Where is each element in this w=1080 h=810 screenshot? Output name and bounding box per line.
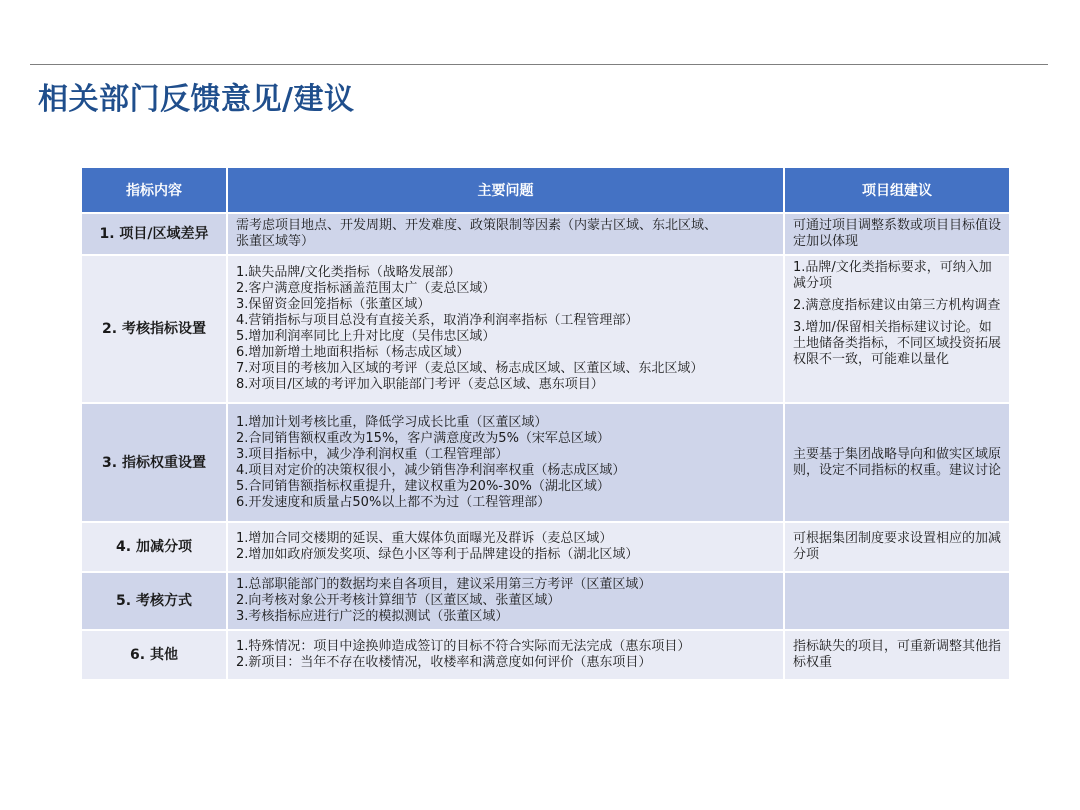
issue-line: 3.考核指标应进行广泛的模拟测试（张董区域） <box>236 609 509 624</box>
issues-cell <box>227 630 784 680</box>
issue-line: 2.新项目：当年不存在收楼情况，收楼率和满意度如何评价（惠东项目） <box>236 655 652 670</box>
issue-line: 8.对项目/区域的考评加入职能部门考评（麦总区域、惠东项目） <box>236 377 604 392</box>
issues-cell <box>227 522 784 572</box>
table-row <box>82 255 1010 403</box>
issue-line: 1.缺失品牌/文化类指标（战略发展部） <box>236 265 461 280</box>
issue-line: 6.开发速度和质量占50%以上都不为过（工程管理部） <box>236 494 551 510</box>
suggestion-text: 可根据集团制度要求设置相应的加减分项 <box>793 531 1002 562</box>
header-indicator: 指标内容 <box>82 168 227 213</box>
feedback-table <box>82 168 1011 681</box>
suggestion-text: 指标缺失的项目，可重新调整其他指标权重 <box>793 639 1002 670</box>
issue-line: 2.增加如政府颁发奖项、绿色小区等利于品牌建设的指标（湖北区域） <box>236 547 639 562</box>
issue-line: 3.保留资金回笼指标（张董区域） <box>236 297 431 312</box>
suggestion-cell <box>784 213 1010 255</box>
issue-line: 3.项目指标中，减少净利润权重（工程管理部） <box>236 446 509 462</box>
issues-cell <box>227 403 784 522</box>
suggestion-text: 可通过项目调整系数或项目目标值设定加以体现 <box>793 218 1002 249</box>
suggestion-cell <box>784 403 1010 522</box>
table-row <box>82 213 1010 255</box>
category-cell: 2. 考核指标设置 <box>82 255 227 403</box>
suggestion-cell <box>784 522 1010 572</box>
table-row <box>82 403 1010 522</box>
category-cell: 3. 指标权重设置 <box>82 403 227 522</box>
category-cell: 4. 加减分项 <box>82 522 227 572</box>
suggestion-text: 主要基于集团战略导向和做实区域原则，设定不同指标的权重。建议讨论 <box>793 446 1002 478</box>
issue-line: 5.增加利润率同比上升对比度（吴伟忠区域） <box>236 329 496 344</box>
suggestion-text: 1.品牌/文化类指标要求，可纳入加减分项 <box>793 260 992 291</box>
issue-line: 2.合同销售额权重改为15%，客户满意度改为5%（宋军总区域） <box>236 430 610 446</box>
table-row <box>82 630 1010 680</box>
table-row <box>82 522 1010 572</box>
issue-line: 1.总部职能部门的数据均来自各项目，建议采用第三方考评（区董区域） <box>236 577 652 592</box>
category-cell: 6. 其他 <box>82 630 227 680</box>
table-row <box>82 572 1010 630</box>
suggestion-cell <box>784 630 1010 680</box>
issue-line: 2.客户满意度指标涵盖范围太广（麦总区域） <box>236 281 496 296</box>
suggestion-cell <box>784 572 1010 630</box>
category-cell: 1. 项目/区域差异 <box>82 213 227 255</box>
header-issues: 主要问题 <box>227 168 784 213</box>
issue-line: 4.营销指标与项目总没有直接关系，取消净利润率指标（工程管理部） <box>236 313 639 328</box>
issues-cell <box>227 572 784 630</box>
table-header-row <box>82 168 1010 213</box>
issues-cell <box>227 255 784 403</box>
suggestion-text: 2.满意度指标建议由第三方机构调查 <box>793 298 1001 313</box>
issue-line: 5.合同销售额指标权重提升，建议权重为20%-30%（湖北区域） <box>236 478 610 494</box>
suggestion-cell <box>784 255 1010 403</box>
issue-line: 1.增加计划考核比重，降低学习成长比重（区董区域） <box>236 414 548 430</box>
page-title: 相关部门反馈意见/建议 <box>38 82 355 117</box>
issue-line: 6.增加新增土地面积指标（杨志成区域） <box>236 345 470 360</box>
issue-line: 需考虑项目地点、开发周期、开发难度、政策限制等因素（内蒙古区域、东北区域、 <box>236 218 718 233</box>
issue-line: 2.向考核对象公开考核计算细节（区董区域、张董区域） <box>236 593 561 608</box>
issue-line: 7.对项目的考核加入区域的考评（麦总区域、杨志成区域、区董区域、东北区域） <box>236 361 704 376</box>
suggestion-text: 3.增加/保留相关指标建议讨论。如土地储备类指标，不同区域投资拓展权限不一致，可能难以量化 <box>793 320 1002 367</box>
issues-cell <box>227 213 784 255</box>
issue-line: 1.增加合同交楼期的延误、重大媒体负面曝光及群诉（麦总区域） <box>236 531 613 546</box>
top-divider <box>30 64 1048 65</box>
issue-line: 4.项目对定价的决策权很小，减少销售净利润率权重（杨志成区域） <box>236 462 626 478</box>
issue-line: 张董区域等） <box>236 234 315 249</box>
header-suggestions: 项目组建议 <box>784 168 1010 213</box>
issue-line: 1.特殊情况：项目中途换帅造成签订的目标不符合实际而无法完成（惠东项目） <box>236 639 691 654</box>
category-cell: 5. 考核方式 <box>82 572 227 630</box>
